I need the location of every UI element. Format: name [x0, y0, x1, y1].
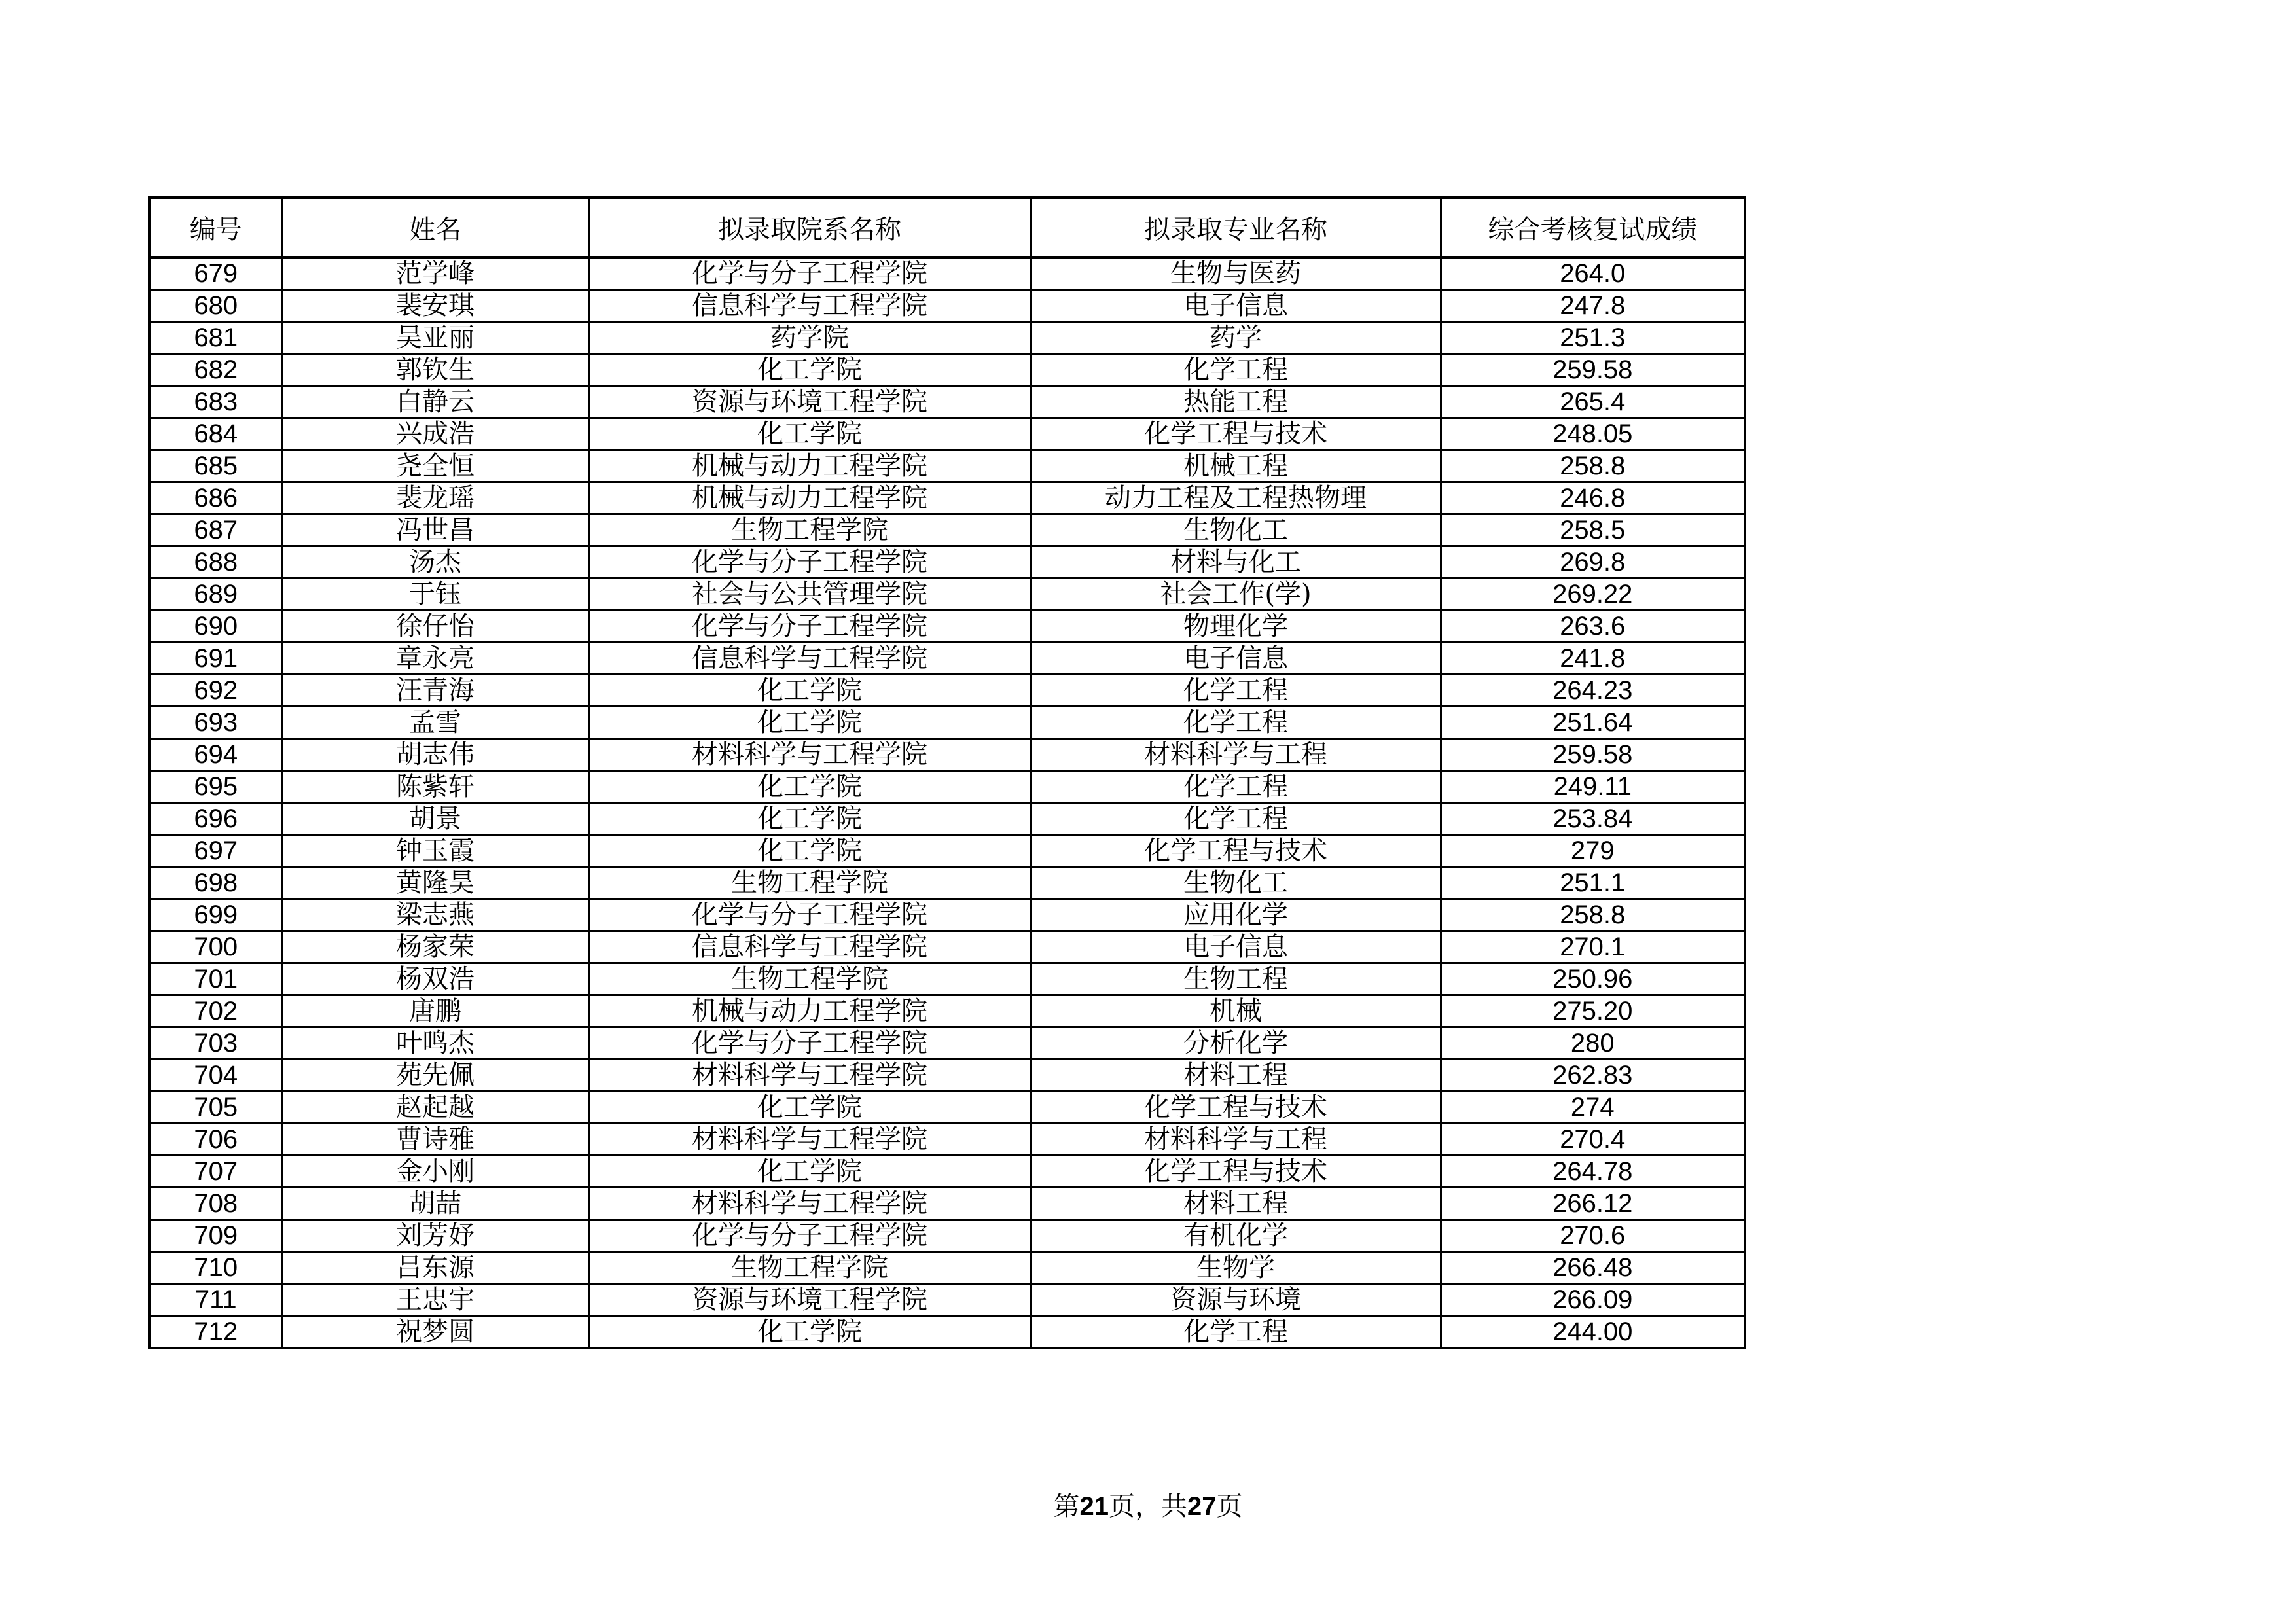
cell-department: 化工学院	[588, 1316, 1031, 1349]
cell-name: 裴安琪	[282, 290, 588, 322]
cell-id: 698	[149, 867, 282, 899]
header-department: 拟录取院系名称	[588, 198, 1031, 257]
table-row	[149, 450, 1745, 482]
cell-name: 郭钦生	[282, 354, 588, 386]
cell-name: 徐仔怡	[282, 611, 588, 643]
cell-score: 275.20	[1441, 995, 1745, 1027]
cell-major: 物理化学	[1031, 611, 1441, 643]
cell-id: 690	[149, 611, 282, 643]
table-row	[149, 611, 1745, 643]
cell-score: 269.8	[1441, 546, 1745, 579]
cell-id: 688	[149, 546, 282, 579]
cell-name: 冯世昌	[282, 514, 588, 546]
cell-department: 化工学院	[588, 707, 1031, 739]
cell-name: 尧全恒	[282, 450, 588, 482]
cell-major: 化学工程	[1031, 707, 1441, 739]
table-row	[149, 1156, 1745, 1188]
cell-id: 681	[149, 322, 282, 354]
cell-major: 化学工程	[1031, 803, 1441, 835]
table-row	[149, 546, 1745, 579]
footer-middle: 页，共	[1109, 1491, 1187, 1522]
cell-name: 杨家荣	[282, 931, 588, 963]
cell-name: 杨双浩	[282, 963, 588, 995]
cell-name: 胡喆	[282, 1188, 588, 1220]
cell-name: 兴成浩	[282, 418, 588, 450]
cell-major: 材料科学与工程	[1031, 1124, 1441, 1156]
cell-major: 资源与环境	[1031, 1284, 1441, 1316]
cell-score: 270.6	[1441, 1220, 1745, 1252]
cell-major: 有机化学	[1031, 1220, 1441, 1252]
cell-score: 248.05	[1441, 418, 1745, 450]
table-row	[149, 835, 1745, 867]
table-row	[149, 931, 1745, 963]
cell-id: 682	[149, 354, 282, 386]
table-row	[149, 899, 1745, 931]
cell-department: 社会与公共管理学院	[588, 579, 1031, 611]
cell-name: 赵起越	[282, 1092, 588, 1124]
cell-score: 251.64	[1441, 707, 1745, 739]
cell-major: 动力工程及工程热物理	[1031, 482, 1441, 514]
cell-major: 药学	[1031, 322, 1441, 354]
cell-name: 刘芳妤	[282, 1220, 588, 1252]
cell-major: 社会工作(学)	[1031, 579, 1441, 611]
cell-name: 陈紫轩	[282, 771, 588, 803]
cell-department: 材料科学与工程学院	[588, 1188, 1031, 1220]
cell-major: 电子信息	[1031, 931, 1441, 963]
cell-major: 电子信息	[1031, 290, 1441, 322]
cell-department: 化工学院	[588, 835, 1031, 867]
table-row	[149, 290, 1745, 322]
table-row	[149, 257, 1745, 290]
admission-table	[148, 196, 1746, 1349]
footer-current-page: 21	[1079, 1492, 1109, 1521]
cell-name: 黄隆昊	[282, 867, 588, 899]
table-row	[149, 707, 1745, 739]
cell-name: 吴亚丽	[282, 322, 588, 354]
table-row	[149, 675, 1745, 707]
cell-score: 274	[1441, 1092, 1745, 1124]
cell-department: 化工学院	[588, 1156, 1031, 1188]
cell-score: 266.48	[1441, 1252, 1745, 1284]
header-score: 综合考核复试成绩	[1441, 198, 1745, 257]
cell-major: 生物工程	[1031, 963, 1441, 995]
cell-id: 695	[149, 771, 282, 803]
table-row	[149, 579, 1745, 611]
cell-major: 应用化学	[1031, 899, 1441, 931]
cell-score: 259.58	[1441, 354, 1745, 386]
cell-id: 706	[149, 1124, 282, 1156]
cell-name: 章永亮	[282, 643, 588, 675]
page-footer	[0, 1486, 2296, 1523]
cell-department: 信息科学与工程学院	[588, 931, 1031, 963]
table-row	[149, 1252, 1745, 1284]
cell-name: 汤杰	[282, 546, 588, 579]
cell-id: 707	[149, 1156, 282, 1188]
cell-major: 生物与医药	[1031, 257, 1441, 290]
cell-name: 梁志燕	[282, 899, 588, 931]
table-body	[149, 257, 1745, 1348]
cell-name: 白静云	[282, 386, 588, 418]
cell-name: 王忠宇	[282, 1284, 588, 1316]
cell-name: 范学峰	[282, 257, 588, 290]
cell-score: 241.8	[1441, 643, 1745, 675]
cell-department: 机械与动力工程学院	[588, 482, 1031, 514]
cell-department: 机械与动力工程学院	[588, 995, 1031, 1027]
cell-name: 叶鸣杰	[282, 1027, 588, 1060]
cell-id: 683	[149, 386, 282, 418]
cell-major: 化学工程与技术	[1031, 835, 1441, 867]
cell-department: 化工学院	[588, 771, 1031, 803]
cell-name: 胡景	[282, 803, 588, 835]
cell-id: 703	[149, 1027, 282, 1060]
table-row	[149, 995, 1745, 1027]
cell-id: 705	[149, 1092, 282, 1124]
cell-major: 化学工程与技术	[1031, 418, 1441, 450]
cell-major: 机械	[1031, 995, 1441, 1027]
cell-department: 化学与分子工程学院	[588, 899, 1031, 931]
cell-score: 266.12	[1441, 1188, 1745, 1220]
cell-score: 250.96	[1441, 963, 1745, 995]
cell-name: 唐鹏	[282, 995, 588, 1027]
header-name: 姓名	[282, 198, 588, 257]
cell-major: 材料工程	[1031, 1060, 1441, 1092]
cell-score: 258.8	[1441, 899, 1745, 931]
cell-id: 701	[149, 963, 282, 995]
table-row	[149, 354, 1745, 386]
cell-department: 生物工程学院	[588, 1252, 1031, 1284]
cell-id: 708	[149, 1188, 282, 1220]
cell-id: 689	[149, 579, 282, 611]
cell-name: 裴龙瑶	[282, 482, 588, 514]
cell-id: 697	[149, 835, 282, 867]
table-row	[149, 418, 1745, 450]
cell-major: 化学工程与技术	[1031, 1156, 1441, 1188]
cell-major: 机械工程	[1031, 450, 1441, 482]
cell-id: 686	[149, 482, 282, 514]
cell-department: 生物工程学院	[588, 514, 1031, 546]
cell-department: 化工学院	[588, 803, 1031, 835]
cell-name: 钟玉霞	[282, 835, 588, 867]
cell-major: 分析化学	[1031, 1027, 1441, 1060]
cell-score: 251.3	[1441, 322, 1745, 354]
cell-id: 700	[149, 931, 282, 963]
footer-prefix: 第	[1053, 1491, 1080, 1522]
admission-table-sheet	[148, 196, 1744, 1349]
table-row	[149, 1188, 1745, 1220]
cell-major: 材料与化工	[1031, 546, 1441, 579]
table-row	[149, 1027, 1745, 1060]
table-row	[149, 1092, 1745, 1124]
footer-total-pages: 27	[1187, 1492, 1217, 1521]
cell-name: 曹诗雅	[282, 1124, 588, 1156]
cell-major: 化学工程	[1031, 1316, 1441, 1349]
cell-department: 化工学院	[588, 418, 1031, 450]
cell-department: 生物工程学院	[588, 963, 1031, 995]
table-row	[149, 1124, 1745, 1156]
cell-score: 249.11	[1441, 771, 1745, 803]
cell-name: 孟雪	[282, 707, 588, 739]
table-header-row	[149, 198, 1745, 257]
table-row	[149, 1316, 1745, 1349]
cell-name: 金小刚	[282, 1156, 588, 1188]
cell-score: 247.8	[1441, 290, 1745, 322]
cell-id: 691	[149, 643, 282, 675]
cell-department: 化学与分子工程学院	[588, 257, 1031, 290]
cell-major: 生物化工	[1031, 514, 1441, 546]
cell-department: 资源与环境工程学院	[588, 1284, 1031, 1316]
cell-score: 279	[1441, 835, 1745, 867]
cell-id: 684	[149, 418, 282, 450]
cell-score: 265.4	[1441, 386, 1745, 418]
header-major: 拟录取专业名称	[1031, 198, 1441, 257]
table-row	[149, 739, 1745, 771]
cell-score: 262.83	[1441, 1060, 1745, 1092]
cell-major: 热能工程	[1031, 386, 1441, 418]
cell-score: 253.84	[1441, 803, 1745, 835]
cell-department: 药学院	[588, 322, 1031, 354]
cell-name: 吕东源	[282, 1252, 588, 1284]
table-row	[149, 386, 1745, 418]
cell-department: 材料科学与工程学院	[588, 739, 1031, 771]
table-row	[149, 1284, 1745, 1316]
table-row	[149, 322, 1745, 354]
cell-id: 710	[149, 1252, 282, 1284]
header-id: 编号	[149, 198, 282, 257]
cell-department: 化学与分子工程学院	[588, 1027, 1031, 1060]
table-row	[149, 963, 1745, 995]
cell-department: 信息科学与工程学院	[588, 643, 1031, 675]
cell-name: 祝梦圆	[282, 1316, 588, 1349]
cell-score: 259.58	[1441, 739, 1745, 771]
cell-id: 711	[149, 1284, 282, 1316]
cell-department: 化学与分子工程学院	[588, 546, 1031, 579]
cell-score: 264.78	[1441, 1156, 1745, 1188]
cell-department: 资源与环境工程学院	[588, 386, 1031, 418]
cell-id: 692	[149, 675, 282, 707]
cell-department: 化学与分子工程学院	[588, 611, 1031, 643]
cell-department: 信息科学与工程学院	[588, 290, 1031, 322]
cell-department: 化工学院	[588, 675, 1031, 707]
table-row	[149, 803, 1745, 835]
cell-id: 704	[149, 1060, 282, 1092]
cell-id: 685	[149, 450, 282, 482]
cell-score: 280	[1441, 1027, 1745, 1060]
cell-id: 699	[149, 899, 282, 931]
table-row	[149, 771, 1745, 803]
cell-score: 270.1	[1441, 931, 1745, 963]
cell-name: 于钰	[282, 579, 588, 611]
table-row	[149, 1220, 1745, 1252]
cell-id: 679	[149, 257, 282, 290]
cell-name: 苑先佩	[282, 1060, 588, 1092]
cell-major: 化学工程	[1031, 354, 1441, 386]
cell-major: 材料工程	[1031, 1188, 1441, 1220]
cell-id: 694	[149, 739, 282, 771]
cell-score: 251.1	[1441, 867, 1745, 899]
cell-id: 712	[149, 1316, 282, 1349]
cell-score: 269.22	[1441, 579, 1745, 611]
cell-score: 264.0	[1441, 257, 1745, 290]
cell-score: 266.09	[1441, 1284, 1745, 1316]
cell-major: 化学工程与技术	[1031, 1092, 1441, 1124]
cell-major: 生物学	[1031, 1252, 1441, 1284]
cell-major: 材料科学与工程	[1031, 739, 1441, 771]
cell-name: 胡志伟	[282, 739, 588, 771]
cell-score: 244.00	[1441, 1316, 1745, 1349]
cell-department: 材料科学与工程学院	[588, 1124, 1031, 1156]
cell-department: 生物工程学院	[588, 867, 1031, 899]
cell-id: 687	[149, 514, 282, 546]
table-row	[149, 867, 1745, 899]
cell-department: 机械与动力工程学院	[588, 450, 1031, 482]
table-row	[149, 482, 1745, 514]
cell-score: 258.5	[1441, 514, 1745, 546]
cell-major: 化学工程	[1031, 771, 1441, 803]
cell-score: 270.4	[1441, 1124, 1745, 1156]
cell-id: 680	[149, 290, 282, 322]
cell-id: 709	[149, 1220, 282, 1252]
cell-score: 246.8	[1441, 482, 1745, 514]
cell-department: 化工学院	[588, 354, 1031, 386]
cell-department: 化工学院	[588, 1092, 1031, 1124]
cell-score: 258.8	[1441, 450, 1745, 482]
cell-name: 汪青海	[282, 675, 588, 707]
cell-id: 702	[149, 995, 282, 1027]
cell-department: 化学与分子工程学院	[588, 1220, 1031, 1252]
cell-major: 电子信息	[1031, 643, 1441, 675]
footer-suffix: 页	[1216, 1491, 1243, 1522]
cell-major: 生物化工	[1031, 867, 1441, 899]
cell-id: 693	[149, 707, 282, 739]
table-row	[149, 514, 1745, 546]
cell-department: 材料科学与工程学院	[588, 1060, 1031, 1092]
table-row	[149, 643, 1745, 675]
cell-major: 化学工程	[1031, 675, 1441, 707]
cell-id: 696	[149, 803, 282, 835]
cell-score: 264.23	[1441, 675, 1745, 707]
cell-score: 263.6	[1441, 611, 1745, 643]
table-row	[149, 1060, 1745, 1092]
